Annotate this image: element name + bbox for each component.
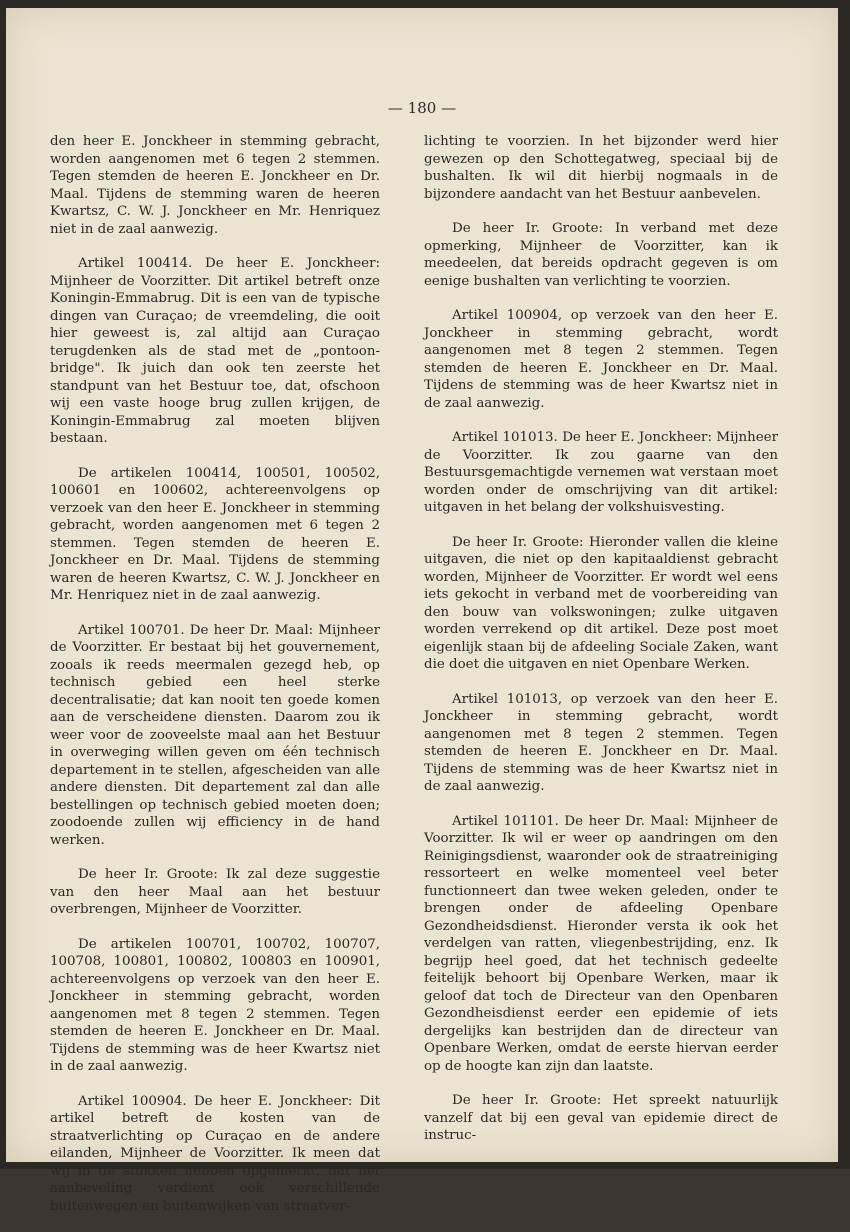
paragraph: Artikel 100904. De heer E. Jonckheer: Dit artikel betreft de kosten van de straatverlichting op Curaçao en de andere eilanden, Mijnheer de Voorzitter. Ik meen dat wij in de stukken hebben opgemerkt, dat het aanbeveling verdient ook verschillende buitenwegen en buitenwijken van straatver- <box>50 1093 380 1214</box>
left-column <box>50 133 380 1232</box>
paragraph: De artikelen 100701, 100702, 100707, 100708, 100801, 100802, 100803 en 100901, achtereenvolgens op verzoek van den heer E. Jonckheer in stemming gebracht, worden aangenomen met 8 tegen 2 stemmen. Tegen stemden de heeren E. Jonckheer en Dr. Maal. Tijdens de stemming was de heer Kwartsz niet in de zaal aanwezig. <box>50 936 380 1074</box>
paragraph: De heer Ir. Groote: Ik zal deze suggestie van den heer Maal aan het bestuur overbrengen, Mijnheer de Voorzitter. <box>50 867 380 917</box>
paragraph: De artikelen 100414, 100501, 100502, 100601 en 100602, achtereenvolgens op verzoek van den heer E. Jonckheer in stemming gebracht, worden aangenomen met 6 tegen 2 stemmen. Tegen stemden de heeren E. Jonckheer en Dr. Maal. Tijdens de stemming waren de heeren Kwartsz, C. W. J. Jonckheer en Mr. Henriquez niet in de zaal aanwezig. <box>50 465 380 603</box>
paragraph: Artikel 100701. De heer Dr. Maal: Mijnheer de Voorzitter. Er bestaat bij het gouvernement, zooals ik reeds meermalen gezegd heb, op technisch gebied een heel sterke decentralisatie; dat kan nooit ten goede komen aan de verscheidene diensten. Daarom zou ik weer voor de zooveelste maal aan het Bestuur in overweging willen geven om één technisch departement in te stellen, afgescheiden van alle andere diensten. Dit departement zal dan alle bestellingen op technisch gebied moeten doen; zoodoende zullen wij efficiency in de hand werken. <box>50 622 380 848</box>
paragraph: Artikel 100414. De heer E. Jonckheer: Mijnheer de Voorzitter. Dit artikel betreft onze Koningin-Emmabrug. Dit is een van de typische dingen van Curaçao; de vreemdeling, die ooit hier geweest is, zal altijd aan Curaçao terugdenken als de stad met de „pontoon-bridge". Ik juich dan ook ten zeerste het standpunt van het Bestuur toe, dat, ofschoon wij een vaste hooge brug zullen krijgen, de Koningin-Emmabrug zal moeten blijven bestaan. <box>50 256 380 446</box>
paragraph: De heer Ir. Groote: In verband met deze opmerking, Mijnheer de Voorzitter, kan ik meedeelen, dat bereids opdracht gegeven is om eenige bushalten van verlichting te voorzien. <box>424 221 778 289</box>
paragraph: lichting te voorzien. In het bijzonder werd hier gewezen op den Schottegatweg, speciaal bij de bushalten. Ik wil dit hierbij nogmaals in de bijzondere aandacht van het Bestuur aanbevelen. <box>424 134 778 202</box>
paragraph: Artikel 101013. De heer E. Jonckheer: Mijnheer de Voorzitter. Ik zou gaarne van den Bestuursgemachtigde vernemen wat verstaan moet worden onder de omschrijving van dit artikel: uitgaven in het belang der volkshuisvesting. <box>424 430 778 515</box>
paragraph: Artikel 101101. De heer Dr. Maal: Mijnheer de Voorzitter. Ik wil er weer op aandringen om den Reinigingsdienst, waaronder ook de straatreiniging ressorteert en welke momenteel veel beter functionneert dan twee weken geleden, onder te brengen onder de afdeeling Openbare Gezondheidsdienst. Hieronder versta ik ook het verdelgen van ratten, vliegenbestrijding, enz. Ik begrijp heel goed, dat het technisch gedeelte feitelijk behoort bij Openbare Werken, maar ik geloof dat toch de Directeur van den Openbaren Gezondheisdienst eerder een epidemie of iets dergelijks kan bestrijden dan de directeur van Openbare Werken, omdat de eerste hiervan eerder op de hoogte kan zijn dan laatste. <box>424 813 778 1074</box>
paragraph: den heer E. Jonckheer in stemming gebracht, worden aangenomen met 6 tegen 2 stemmen. Tegen stemden de heeren E. Jonckheer en Dr. Maal. Tijdens de stemming waren de heeren Kwartsz, C. W. J. Jonckheer en Mr. Henriquez niet in de zaal aanwezig. <box>50 134 380 237</box>
paragraph: Artikel 100904, op verzoek van den heer E. Jonckheer in stemming gebracht, wordt aangenomen met 8 tegen 2 stemmen. Tegen stemden de heeren E. Jonckheer en Dr. Maal. Tijdens de stemming was de heer Kwartsz niet in de zaal aanwezig. <box>424 308 778 411</box>
paragraph: De heer Ir. Groote: Hieronder vallen die kleine uitgaven, die niet op den kapitaaldienst gebracht worden, Mijnheer de Voorzitter. Er wordt wel eens iets gekocht in verband met de voorbereiding van den bouw van volkswoningen; zulke uitgaven worden verrekend op dit artikel. Deze post moet eigenlijk staan bij de afdeeling Sociale Zaken, want die doet die uitgaven en niet Openbare Werken. <box>424 534 778 672</box>
right-column <box>424 133 778 1162</box>
paragraph: Artikel 101013, op verzoek van den heer E. Jonckheer in stemming gebracht, wordt aangenomen met 8 tegen 2 stemmen. Tegen stemden de heeren E. Jonckheer en Dr. Maal. Tijdens de stemming was de heer Kwartsz niet in de zaal aanwezig. <box>424 691 778 794</box>
page-number: — 180 — <box>387 99 457 117</box>
paragraph: De heer Ir. Groote: Het spreekt natuurlijk vanzelf dat bij een geval van epidemie direct de instruc- <box>424 1093 778 1143</box>
document-page <box>6 8 838 1214</box>
